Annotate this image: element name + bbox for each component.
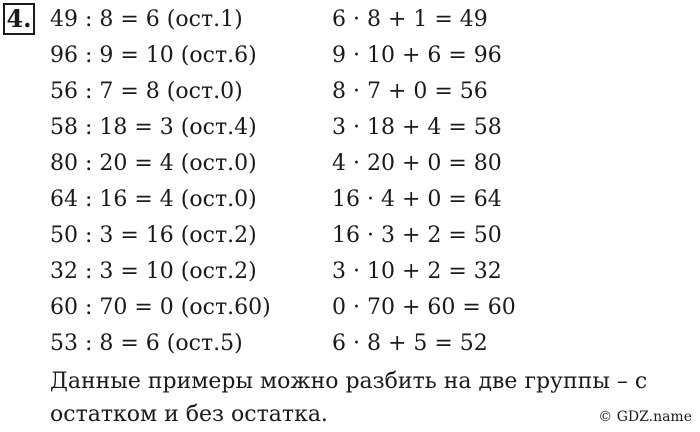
check-expression: 9 · 10 + 6 = 96 [332, 43, 502, 68]
division-expression: 96 : 9 = 10 (ост.6) [50, 43, 257, 68]
division-expression: 58 : 18 = 3 (ост.4) [50, 115, 257, 140]
division-expression: 56 : 7 = 8 (ост.0) [50, 79, 243, 104]
check-expression: 3 · 10 + 2 = 32 [332, 259, 502, 284]
conclusion-line-2: остатком и без остатка. [50, 402, 328, 427]
division-expression: 49 : 8 = 6 (ост.1) [50, 7, 243, 32]
check-expression: 6 · 8 + 5 = 52 [332, 331, 488, 356]
check-expression: 0 · 70 + 60 = 60 [332, 295, 516, 320]
division-expression: 53 : 8 = 6 (ост.5) [50, 331, 243, 356]
conclusion-line-1: Данные примеры можно разбить на две группы – с [50, 369, 648, 394]
task-number: 4. [6, 4, 32, 33]
check-expression: 3 · 18 + 4 = 58 [332, 115, 502, 140]
division-expression: 50 : 3 = 16 (ост.2) [50, 223, 257, 248]
check-expression: 4 · 20 + 0 = 80 [332, 151, 502, 176]
division-expression: 32 : 3 = 10 (ост.2) [50, 259, 257, 284]
check-expression: 16 · 3 + 2 = 50 [332, 223, 502, 248]
check-expression: 8 · 7 + 0 = 56 [332, 79, 488, 104]
division-expression: 64 : 16 = 4 (ост.0) [50, 187, 257, 212]
check-expression: 16 · 4 + 0 = 64 [332, 187, 502, 212]
division-expression: 80 : 20 = 4 (ост.0) [50, 151, 257, 176]
task-number-box [3, 3, 35, 35]
check-expression: 6 · 8 + 1 = 49 [332, 7, 488, 32]
division-expression: 60 : 70 = 0 (ост.60) [50, 295, 271, 320]
watermark: © GDZ.name [598, 409, 692, 425]
